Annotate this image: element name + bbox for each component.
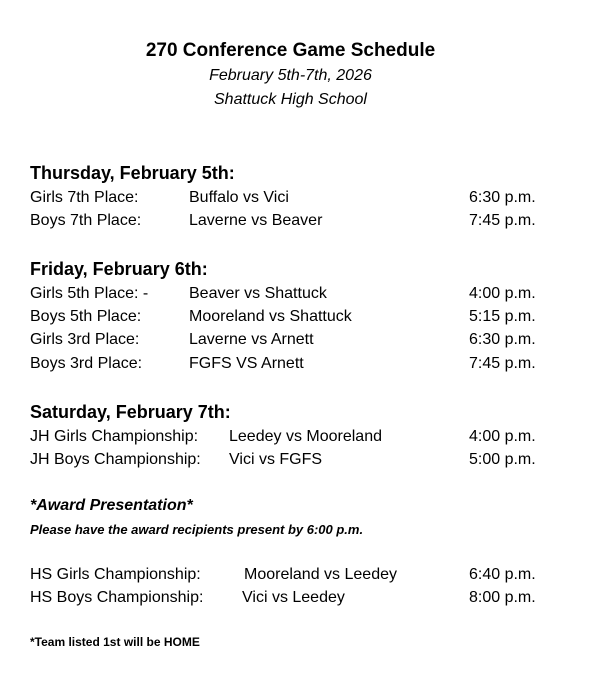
game-label: JH Girls Championship: (30, 428, 199, 445)
game-row (0, 566, 601, 588)
game-time: 4:00 p.m. (469, 428, 536, 445)
game-matchup: Vici vs FGFS (229, 451, 323, 468)
footnote: *Team listed 1st will be HOME (30, 635, 200, 649)
game-time: 5:00 p.m. (469, 451, 536, 468)
game-time: 6:30 p.m. (469, 331, 536, 348)
game-row (0, 308, 601, 330)
game-label: HS Girls Championship: (30, 566, 201, 583)
game-row (0, 355, 601, 377)
game-matchup: Mooreland vs Shattuck (189, 308, 352, 325)
game-label: Girls 3rd Place: (30, 331, 140, 348)
event-location: Shattuck High School (214, 91, 367, 108)
game-time: 7:45 p.m. (469, 355, 536, 372)
game-matchup: Beaver vs Shattuck (189, 285, 327, 302)
game-time: 4:00 p.m. (469, 285, 536, 302)
game-time: 8:00 p.m. (469, 589, 536, 606)
game-matchup: Leedey vs Mooreland (229, 428, 382, 445)
game-matchup: Laverne vs Beaver (189, 212, 323, 229)
award-note: Please have the award recipients present by 6:00 p.m. (30, 522, 364, 537)
game-time: 6:40 p.m. (469, 566, 536, 583)
game-time: 5:15 p.m. (469, 308, 536, 325)
day-heading: Friday, February 6th: (30, 259, 208, 279)
game-label: Boys 3rd Place: (30, 355, 143, 372)
game-row (0, 428, 601, 450)
game-time: 7:45 p.m. (469, 212, 536, 229)
day-heading: Saturday, February 7th: (30, 402, 231, 422)
game-row (0, 331, 601, 353)
page-title: 270 Conference Game Schedule (145, 40, 436, 61)
game-label: Girls 5th Place: - (30, 285, 149, 302)
game-matchup: Vici vs Leedey (242, 589, 345, 606)
game-row (0, 285, 601, 307)
game-label: Girls 7th Place: (30, 189, 139, 206)
award-title: *Award Presentation* (30, 497, 193, 514)
game-matchup: FGFS VS Arnett (189, 355, 304, 372)
game-row (0, 589, 601, 611)
game-time: 6:30 p.m. (469, 189, 536, 206)
game-matchup: Buffalo vs Vici (189, 189, 289, 206)
game-row (0, 189, 601, 211)
game-label: Boys 5th Place: (30, 308, 142, 325)
game-matchup: Mooreland vs Leedey (244, 566, 397, 583)
game-label: JH Boys Championship: (30, 451, 201, 468)
game-matchup: Laverne vs Arnett (189, 331, 314, 348)
day-heading: Thursday, February 5th: (30, 163, 235, 183)
game-row (0, 212, 601, 234)
game-row (0, 451, 601, 473)
game-label: Boys 7th Place: (30, 212, 142, 229)
event-dates: February 5th-7th, 2026 (209, 67, 372, 84)
game-label: HS Boys Championship: (30, 589, 204, 606)
